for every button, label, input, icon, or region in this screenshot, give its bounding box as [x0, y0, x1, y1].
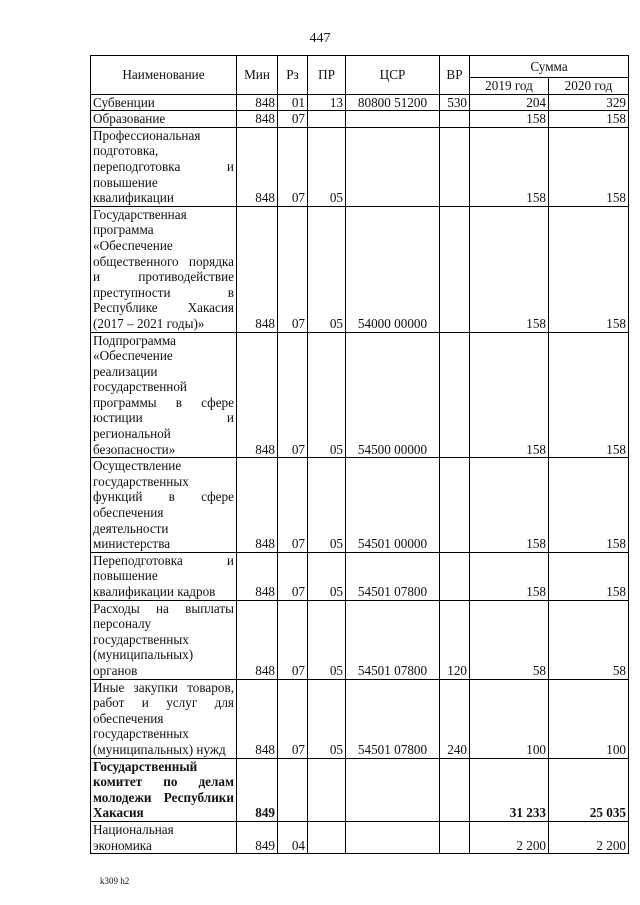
row-2020: 158	[549, 111, 629, 128]
page-number: 447	[309, 31, 331, 46]
header-sum: Сумма	[470, 56, 629, 78]
row-2019: 100	[470, 679, 549, 758]
row-name: Национальная экономика	[91, 821, 237, 853]
row-name: Осуществление государственных функций в сфере обеспечения деятельности министерства	[91, 458, 237, 553]
row-2020: 158	[549, 332, 629, 458]
table-row	[91, 332, 629, 458]
row-pr: 05	[308, 679, 346, 758]
row-vr	[440, 111, 470, 128]
row-min: 848	[237, 94, 278, 111]
row-min: 848	[237, 600, 278, 679]
row-2019: 204	[470, 94, 549, 111]
table-row	[91, 758, 629, 821]
row-vr	[440, 552, 470, 600]
row-vr: 530	[440, 94, 470, 111]
row-name: Государственный комитет по делам молодежи Республики Хакасия	[91, 758, 237, 821]
row-csr	[346, 758, 440, 821]
row-rz: 07	[278, 600, 308, 679]
row-vr	[440, 821, 470, 853]
row-rz: 07	[278, 111, 308, 128]
row-pr: 05	[308, 600, 346, 679]
row-csr: 54500 00000	[346, 332, 440, 458]
table-row	[91, 127, 629, 206]
row-2020: 158	[549, 552, 629, 600]
row-2019: 158	[470, 111, 549, 128]
row-vr	[440, 332, 470, 458]
row-2019: 158	[470, 127, 549, 206]
table-row	[91, 600, 629, 679]
row-rz: 07	[278, 679, 308, 758]
row-2020: 25 035	[549, 758, 629, 821]
row-rz: 07	[278, 458, 308, 553]
row-vr	[440, 127, 470, 206]
row-csr	[346, 127, 440, 206]
row-rz: 07	[278, 552, 308, 600]
row-pr: 05	[308, 458, 346, 553]
header-csr: ЦСР	[346, 56, 440, 95]
table-row	[91, 679, 629, 758]
row-2019: 158	[470, 332, 549, 458]
row-csr: 54501 07800	[346, 679, 440, 758]
row-rz: 04	[278, 821, 308, 853]
row-2020: 58	[549, 600, 629, 679]
header-name: Наименование	[91, 56, 237, 95]
row-vr	[440, 758, 470, 821]
row-rz: 07	[278, 332, 308, 458]
row-name: Переподготовка и повышение квалификации кадров	[91, 552, 237, 600]
table-row	[91, 821, 629, 853]
row-name: Расходы на выплаты персоналу государственных (муниципальных) органов	[91, 600, 237, 679]
row-name: Профессиональная подготовка, переподготовка и повышение квалификации	[91, 127, 237, 206]
table-row	[91, 111, 629, 128]
row-2019: 58	[470, 600, 549, 679]
row-2020: 158	[549, 206, 629, 332]
header-min: Мин	[237, 56, 278, 95]
table-row	[91, 206, 629, 332]
row-2019: 2 200	[470, 821, 549, 853]
row-csr	[346, 111, 440, 128]
row-name: Иные закупки товаров, работ и услуг для обеспечения государственных (муниципальных) нужд	[91, 679, 237, 758]
row-2019: 158	[470, 206, 549, 332]
header-vr: ВР	[440, 56, 470, 95]
row-pr: 05	[308, 552, 346, 600]
row-name: Субвенции	[91, 94, 237, 111]
row-pr: 05	[308, 332, 346, 458]
header-pr: ПР	[308, 56, 346, 95]
table-row	[91, 552, 629, 600]
row-min: 848	[237, 206, 278, 332]
row-rz: 07	[278, 206, 308, 332]
row-2019: 158	[470, 458, 549, 553]
table-row	[91, 94, 629, 111]
table-body	[91, 94, 629, 854]
row-pr: 05	[308, 206, 346, 332]
row-csr: 54501 07800	[346, 600, 440, 679]
header-2020: 2020 год	[549, 78, 629, 95]
row-min: 848	[237, 552, 278, 600]
row-name: Подпрограмма «Обеспечение реализации государственной программы в сфере юстиции и региональной безопасности»	[91, 332, 237, 458]
table-row	[91, 458, 629, 553]
row-pr	[308, 111, 346, 128]
row-2020: 158	[549, 127, 629, 206]
row-rz: 01	[278, 94, 308, 111]
row-2019: 31 233	[470, 758, 549, 821]
row-rz	[278, 758, 308, 821]
row-min: 848	[237, 127, 278, 206]
header-rz: Рз	[278, 56, 308, 95]
row-vr	[440, 458, 470, 553]
row-2020: 329	[549, 94, 629, 111]
row-vr	[440, 206, 470, 332]
row-pr: 05	[308, 127, 346, 206]
row-2019: 158	[470, 552, 549, 600]
row-csr: 54501 07800	[346, 552, 440, 600]
row-min: 848	[237, 332, 278, 458]
row-2020: 100	[549, 679, 629, 758]
row-min: 848	[237, 679, 278, 758]
row-pr	[308, 821, 346, 853]
row-name: Образование	[91, 111, 237, 128]
row-csr: 54501 00000	[346, 458, 440, 553]
row-csr: 80800 51200	[346, 94, 440, 111]
row-2020: 158	[549, 458, 629, 553]
row-csr	[346, 821, 440, 853]
row-min: 849	[237, 821, 278, 853]
row-min: 848	[237, 111, 278, 128]
row-name: Государственная программа «Обеспечение общественного порядка и противодействие преступности в Республике Хакасия (2017 – 2021 годы)»	[91, 206, 237, 332]
row-rz: 07	[278, 127, 308, 206]
row-2020: 2 200	[549, 821, 629, 853]
footer-code: k309 h2	[100, 876, 130, 886]
row-csr: 54000 00000	[346, 206, 440, 332]
header-2019: 2019 год	[470, 78, 549, 95]
row-pr	[308, 758, 346, 821]
row-min: 848	[237, 458, 278, 553]
row-vr: 120	[440, 600, 470, 679]
budget-table	[90, 55, 629, 854]
row-pr: 13	[308, 94, 346, 111]
row-min: 849	[237, 758, 278, 821]
row-vr: 240	[440, 679, 470, 758]
table-header	[91, 56, 629, 95]
